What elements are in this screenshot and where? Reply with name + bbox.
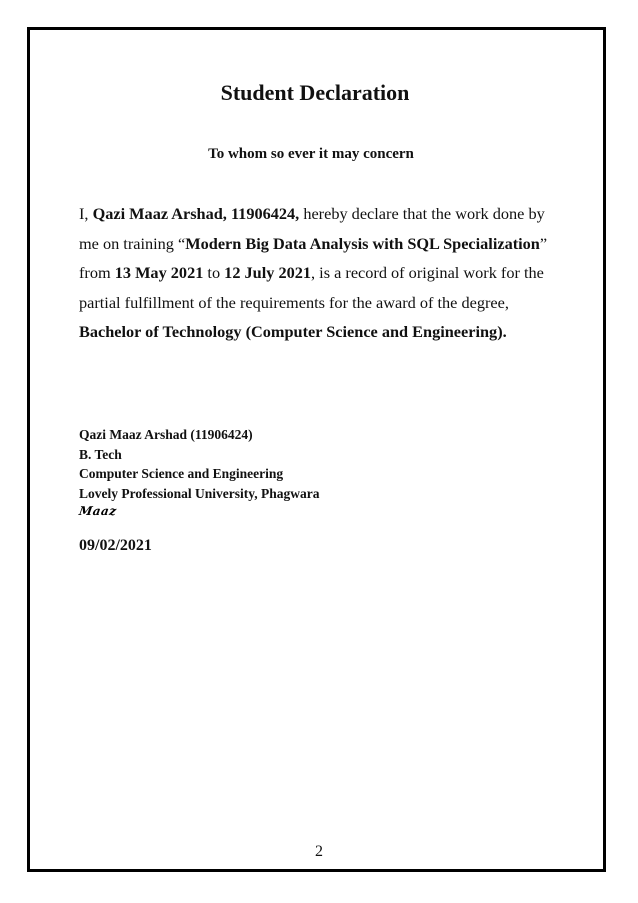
- department-line: Computer Science and Engineering: [79, 466, 284, 481]
- end-date: 12 July 2021: [224, 263, 312, 282]
- signature-block: [79, 425, 320, 503]
- declaration-paragraph: [79, 199, 559, 347]
- declaration-text-4: , is a record of original work for the partial fulfillment of the requirements for the award of the degree,: [79, 263, 544, 312]
- university-line: Lovely Professional University, Phagwara: [79, 485, 320, 501]
- student-name-line: Qazi Maaz Arshad (11906424): [79, 427, 253, 442]
- declaration-text-3: to: [203, 263, 225, 282]
- declaration-text-2: ” from: [79, 233, 548, 282]
- salutation: To whom so ever it may concern: [208, 146, 414, 162]
- page-title: Student Declaration: [220, 80, 410, 105]
- declaration-intro: I,: [79, 204, 93, 223]
- degree-name: Bachelor of Technology (Computer Science and Engineering).: [79, 322, 507, 341]
- declaration-text-1: hereby declare that the work done by me on training “: [79, 204, 545, 253]
- handwritten-signature: Maaz: [78, 504, 118, 518]
- declaration-date: 09/02/2021: [79, 537, 152, 554]
- course-name: Modern Big Data Analysis with SQL Specialization: [185, 233, 540, 253]
- start-date: 13 May 2021: [114, 263, 204, 282]
- program-line: B. Tech: [79, 446, 122, 462]
- page-number: 2: [315, 843, 323, 860]
- student-name-id: Qazi Maaz Arshad, 11906424,: [92, 204, 300, 223]
